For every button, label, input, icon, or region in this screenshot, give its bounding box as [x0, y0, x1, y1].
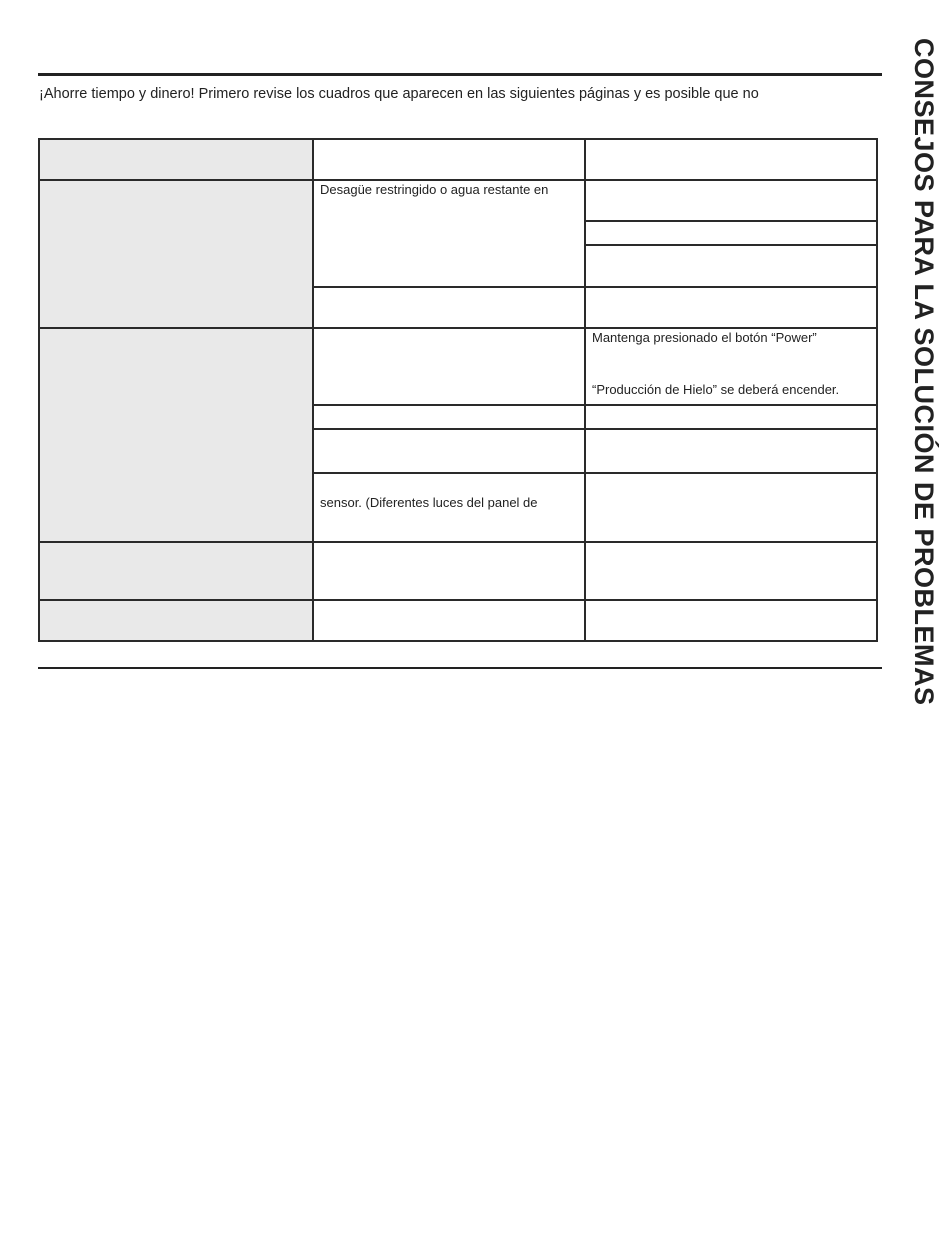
header-cause-cell — [313, 139, 585, 180]
table-row — [39, 328, 877, 405]
solution-cell — [585, 405, 877, 429]
intro-text: ¡Ahorre tiempo y dinero! Primero revise los cuadros que aparecen en las siguientes páginas y es posible que no — [39, 86, 759, 102]
solution-cell — [585, 473, 877, 542]
problem-cell — [39, 328, 313, 542]
problem-cell — [39, 180, 313, 328]
table-row — [39, 600, 877, 641]
problem-cell — [39, 542, 313, 600]
cause-cell — [313, 542, 585, 600]
solution-text-line2: “Producción de Hielo” se deberá encender. — [592, 382, 840, 397]
cause-text: sensor. (Diferentes luces del panel de — [320, 495, 538, 510]
solution-cell — [585, 542, 877, 600]
text-gap — [592, 346, 870, 381]
solution-cell — [585, 287, 877, 328]
solution-cell — [585, 328, 877, 405]
table-row — [39, 180, 877, 221]
cause-cell — [313, 429, 585, 473]
header-solution-cell — [585, 139, 877, 180]
cause-cell — [313, 405, 585, 429]
solution-cell — [585, 245, 877, 287]
cause-cell — [313, 600, 585, 641]
solution-text-line1: Mantenga presionado el botón “Power” — [592, 330, 817, 345]
table-row — [39, 542, 877, 600]
side-section-title: CONSEJOS PARA LA SOLUCIÓN DE PROBLEMAS — [909, 38, 939, 706]
solution-cell — [585, 221, 877, 245]
cause-cell — [313, 328, 585, 405]
solution-cell — [585, 600, 877, 641]
top-rule — [38, 73, 882, 76]
header-problem-cell — [39, 139, 313, 180]
problem-cell — [39, 600, 313, 641]
table-header-row — [39, 139, 877, 180]
troubleshooting-table — [38, 138, 878, 642]
cause-cell — [313, 180, 585, 287]
cause-cell — [313, 287, 585, 328]
solution-cell — [585, 429, 877, 473]
solution-cell — [585, 180, 877, 221]
cause-cell — [313, 473, 585, 542]
cause-text: Desagüe restringido o agua restante en — [320, 182, 549, 197]
bottom-rule — [38, 667, 882, 669]
